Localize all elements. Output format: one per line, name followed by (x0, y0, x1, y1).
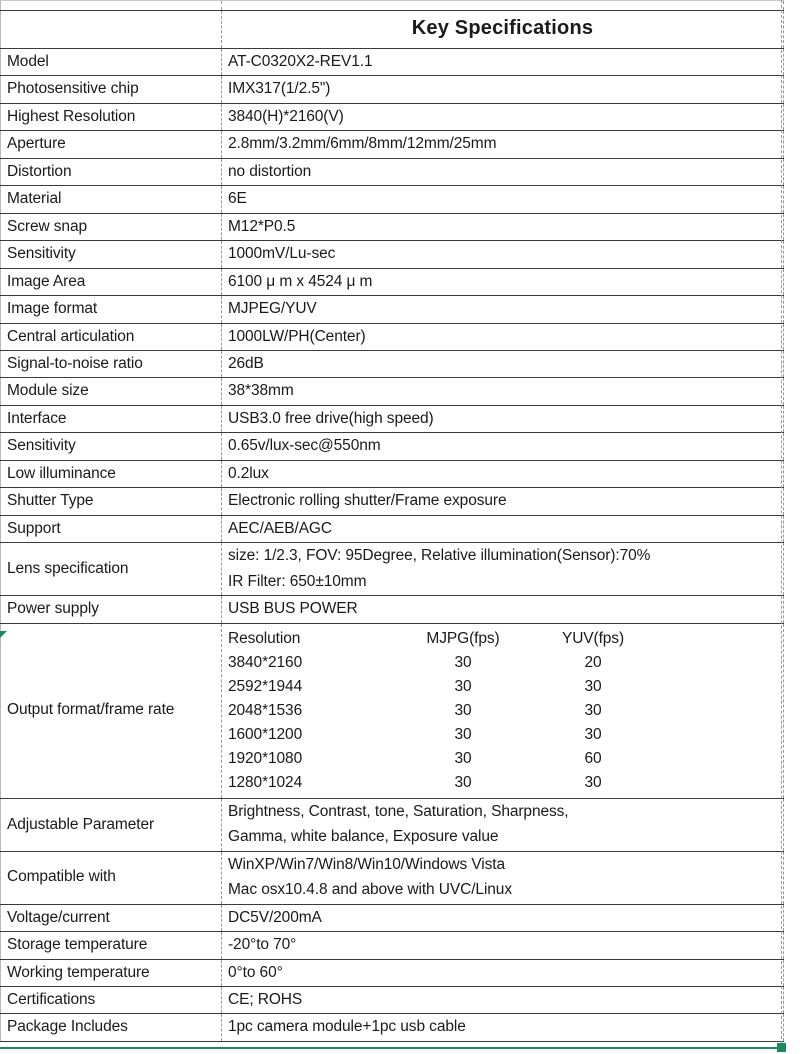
row-label: Output format/frame rate (1, 623, 222, 798)
row-label: Lens specification (1, 543, 222, 596)
fps-table-row (228, 747, 658, 771)
table-row (1, 103, 784, 130)
row-value-line: IR Filter: 650±10mm (228, 572, 367, 590)
row-value: MJPEG/YUV (222, 296, 784, 323)
fps-resolution: 3840*2160 (228, 651, 398, 675)
row-label: Support (1, 515, 222, 542)
row-value-line: Brightness, Contrast, tone, Saturation, Sharpness, (228, 802, 569, 820)
table-row (1, 1014, 784, 1041)
row-label: Package Includes (1, 1014, 222, 1041)
row-label: Interface (1, 405, 222, 432)
table-row (1, 378, 784, 405)
fps-table-row (228, 723, 658, 747)
row-value: 6E (222, 186, 784, 213)
row-value: 0.65v/lux-sec@550nm (222, 433, 784, 460)
table-row-compatible-with (1, 851, 784, 904)
table-row (1, 158, 784, 185)
fps-resolution: 1600*1200 (228, 723, 398, 747)
selection-resize-handle[interactable] (777, 1043, 786, 1052)
header-empty-cell (1, 11, 222, 49)
row-label: Working temperature (1, 959, 222, 986)
row-value: 26dB (222, 350, 784, 377)
fps-mjpg: 30 (398, 699, 528, 723)
row-label: Compatible with (1, 851, 222, 904)
table-row (1, 932, 784, 959)
top-spacer-label-cell (1, 1, 222, 11)
fps-mjpg: 30 (398, 771, 528, 795)
table-row (1, 323, 784, 350)
row-value: AEC/AEB/AGC (222, 515, 784, 542)
fps-mjpg: 30 (398, 651, 528, 675)
page-title: Key Specifications (222, 11, 784, 49)
fps-column-header-resolution: Resolution (228, 627, 398, 651)
row-selection-marker-icon (0, 631, 7, 638)
row-label: Screw snap (1, 213, 222, 240)
fps-yuv: 60 (528, 747, 658, 771)
fps-table-row (228, 699, 658, 723)
fps-column-header-yuv: YUV(fps) (528, 627, 658, 651)
row-value: USB BUS POWER (222, 596, 784, 623)
row-label: Voltage/current (1, 904, 222, 931)
fps-mjpg: 30 (398, 723, 528, 747)
table-row (1, 296, 784, 323)
row-value: CE; ROHS (222, 987, 784, 1014)
row-label: Highest Resolution (1, 103, 222, 130)
row-value: USB3.0 free drive(high speed) (222, 405, 784, 432)
row-label: Module size (1, 378, 222, 405)
row-label: Low illuminance (1, 460, 222, 487)
table-row-lens-specification (1, 543, 784, 596)
row-label: Signal-to-noise ratio (1, 350, 222, 377)
table-row (1, 959, 784, 986)
table-row (1, 488, 784, 515)
row-value: 0°to 60° (222, 959, 784, 986)
row-value: 38*38mm (222, 378, 784, 405)
table-row (1, 241, 784, 268)
table-row (1, 131, 784, 158)
row-label: Aperture (1, 131, 222, 158)
fps-resolution: 2592*1944 (228, 675, 398, 699)
row-value (222, 798, 784, 851)
output-format-frame-rate-table (228, 627, 658, 795)
fps-yuv: 30 (528, 675, 658, 699)
row-label: Model (1, 49, 222, 76)
row-value: IMX317(1/2.5") (222, 76, 784, 103)
row-value-line: Mac osx10.4.8 and above with UVC/Linux (228, 881, 512, 899)
row-label: Photosensitive chip (1, 76, 222, 103)
row-value: Electronic rolling shutter/Frame exposure (222, 488, 784, 515)
row-label: Storage temperature (1, 932, 222, 959)
row-label: Power supply (1, 596, 222, 623)
table-row (1, 405, 784, 432)
row-value (222, 623, 784, 798)
table-row (1, 268, 784, 295)
row-value: M12*P0.5 (222, 213, 784, 240)
table-row (1, 49, 784, 76)
fps-header-row (228, 627, 658, 651)
row-value: 3840(H)*2160(V) (222, 103, 784, 130)
row-label: Image format (1, 296, 222, 323)
table-row (1, 76, 784, 103)
top-spacer-row (1, 1, 784, 11)
row-label: Material (1, 186, 222, 213)
row-value: -20°to 70° (222, 932, 784, 959)
row-label: Shutter Type (1, 488, 222, 515)
table-row (1, 213, 784, 240)
fps-yuv: 30 (528, 699, 658, 723)
row-value: DC5V/200mA (222, 904, 784, 931)
row-value: 0.2lux (222, 460, 784, 487)
table-row (1, 596, 784, 623)
row-value: 1pc camera module+1pc usb cable (222, 1014, 784, 1041)
fps-resolution: 1280*1024 (228, 771, 398, 795)
row-label: Central articulation (1, 323, 222, 350)
table-header-row (1, 11, 784, 49)
fps-table-row (228, 771, 658, 795)
table-row (1, 433, 784, 460)
table-row (1, 350, 784, 377)
fps-resolution: 1920*1080 (228, 747, 398, 771)
row-value (222, 851, 784, 904)
row-label: Sensitivity (1, 433, 222, 460)
table-right-edge (781, 0, 782, 1044)
fps-yuv: 20 (528, 651, 658, 675)
row-label: Sensitivity (1, 241, 222, 268)
table-row (1, 987, 784, 1014)
row-value-line: Gamma, white balance, Exposure value (228, 828, 499, 846)
table-row (1, 460, 784, 487)
row-value: no distortion (222, 158, 784, 185)
row-value: 6100 μ m x 4524 μ m (222, 268, 784, 295)
row-value-line: size: 1/2.3, FOV: 95Degree, Relative illumination(Sensor):70% (228, 547, 651, 565)
table-row (1, 515, 784, 542)
fps-table-body (228, 627, 658, 795)
fps-yuv: 30 (528, 723, 658, 747)
table-row-adjustable-parameter (1, 798, 784, 851)
row-value: 1000mV/Lu-sec (222, 241, 784, 268)
row-label: Certifications (1, 987, 222, 1014)
table-row (1, 904, 784, 931)
row-value-line: WinXP/Win7/Win8/Win10/Windows Vista (228, 855, 506, 873)
fps-resolution: 2048*1536 (228, 699, 398, 723)
row-value: 2.8mm/3.2mm/6mm/8mm/12mm/25mm (222, 131, 784, 158)
table-row-output-format (1, 623, 784, 798)
table-row (1, 186, 784, 213)
row-value (222, 543, 784, 596)
fps-table-row (228, 651, 658, 675)
row-label: Image Area (1, 268, 222, 295)
row-value: AT-C0320X2-REV1.1 (222, 49, 784, 76)
row-label: Distortion (1, 158, 222, 185)
fps-table-row (228, 675, 658, 699)
selection-bottom-line (0, 1047, 783, 1049)
fps-mjpg: 30 (398, 675, 528, 699)
top-spacer-value-cell (222, 1, 784, 11)
fps-yuv: 30 (528, 771, 658, 795)
table-body (1, 1, 784, 1042)
fps-mjpg: 30 (398, 747, 528, 771)
row-label: Adjustable Parameter (1, 798, 222, 851)
fps-column-header-mjpg: MJPG(fps) (398, 627, 528, 651)
row-value: 1000LW/PH(Center) (222, 323, 784, 350)
